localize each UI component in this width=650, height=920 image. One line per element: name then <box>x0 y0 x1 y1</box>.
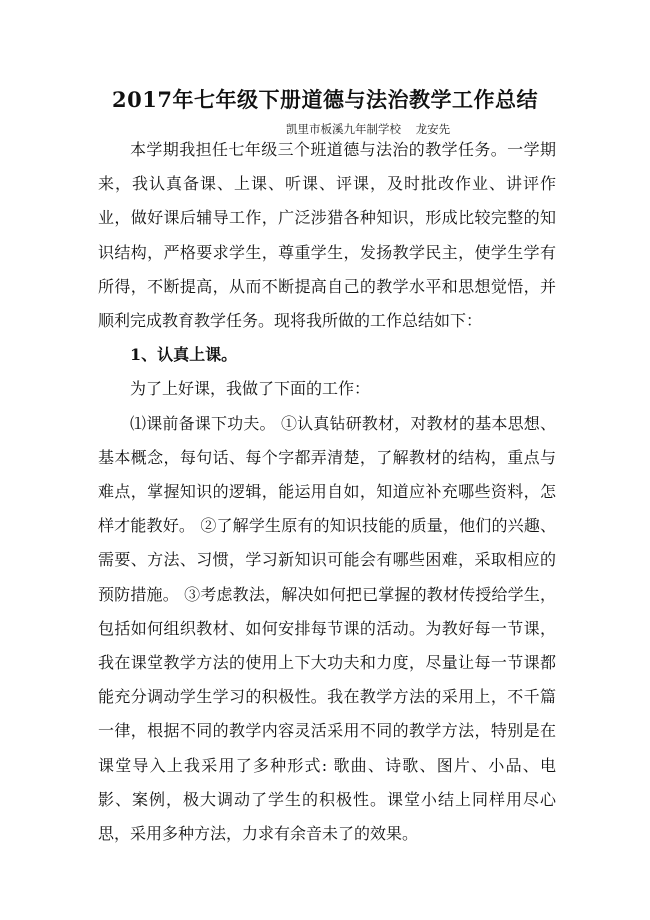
lead-paragraph: 为了上好课，我做了下面的工作： <box>130 379 371 399</box>
intro-paragraph: 本学期我担任七年级三个班道德与法治的教学任务。一学期来，我认真备课、上课、听课、评课，及时批改作业、讲评作业，做好课后辅导工作，广泛涉猎各种知识，形成比较完整的知识结构，严格要求学生，尊重学生，发扬教学民主，使学生学有所得，不断提高，从而不断提高自己的教学水平和思想觉悟，并顺利完成教育教学任务。现将我所做的工作总结如下： <box>98 140 556 331</box>
prep-paragraph: ⑴课前备课下功夫。 ①认真钻研教材，对教材的基本思想、基本概念，每句话、每个字都弄清楚，了解教材的结构，重点与难点，掌握知识的逻辑，能运用自如，知道应补充哪些资料，怎样才能教好。 ②了解学生原有的知识技能的质量，他们的兴趣、需要、方法、习惯，学习新知识可能会有哪些困难，采取相应的预防措施。 ③考虑教法，解决如何把已掌握的教材传授给学生，包括如何组织教材、如何安排每节课的活动。为教好每一节课，我在课堂教学方法的使用上下大功夫和力度，尽量让每一节课都能充分调动学生学习的积极性。我在教学方法的采用上，不千篇一律，根据不同的教学内容灵活采用不同的教学方法，特别是在课堂导入上我采用了多种形式: 歌曲、诗歌、图片、小品、电影、案例，极大调动了学生的积极性。课堂小结上同样用尽心思，采用多种方法，力求有余音未了的效果。 <box>98 413 556 844</box>
document-title: 2017年七年级下册道德与法治教学工作总结 <box>112 87 538 112</box>
document-body <box>98 133 556 851</box>
document-byline: 凯里市板溪九年制学校 龙安先 <box>286 122 451 136</box>
section-heading: 1、认真上课。 <box>130 345 238 365</box>
